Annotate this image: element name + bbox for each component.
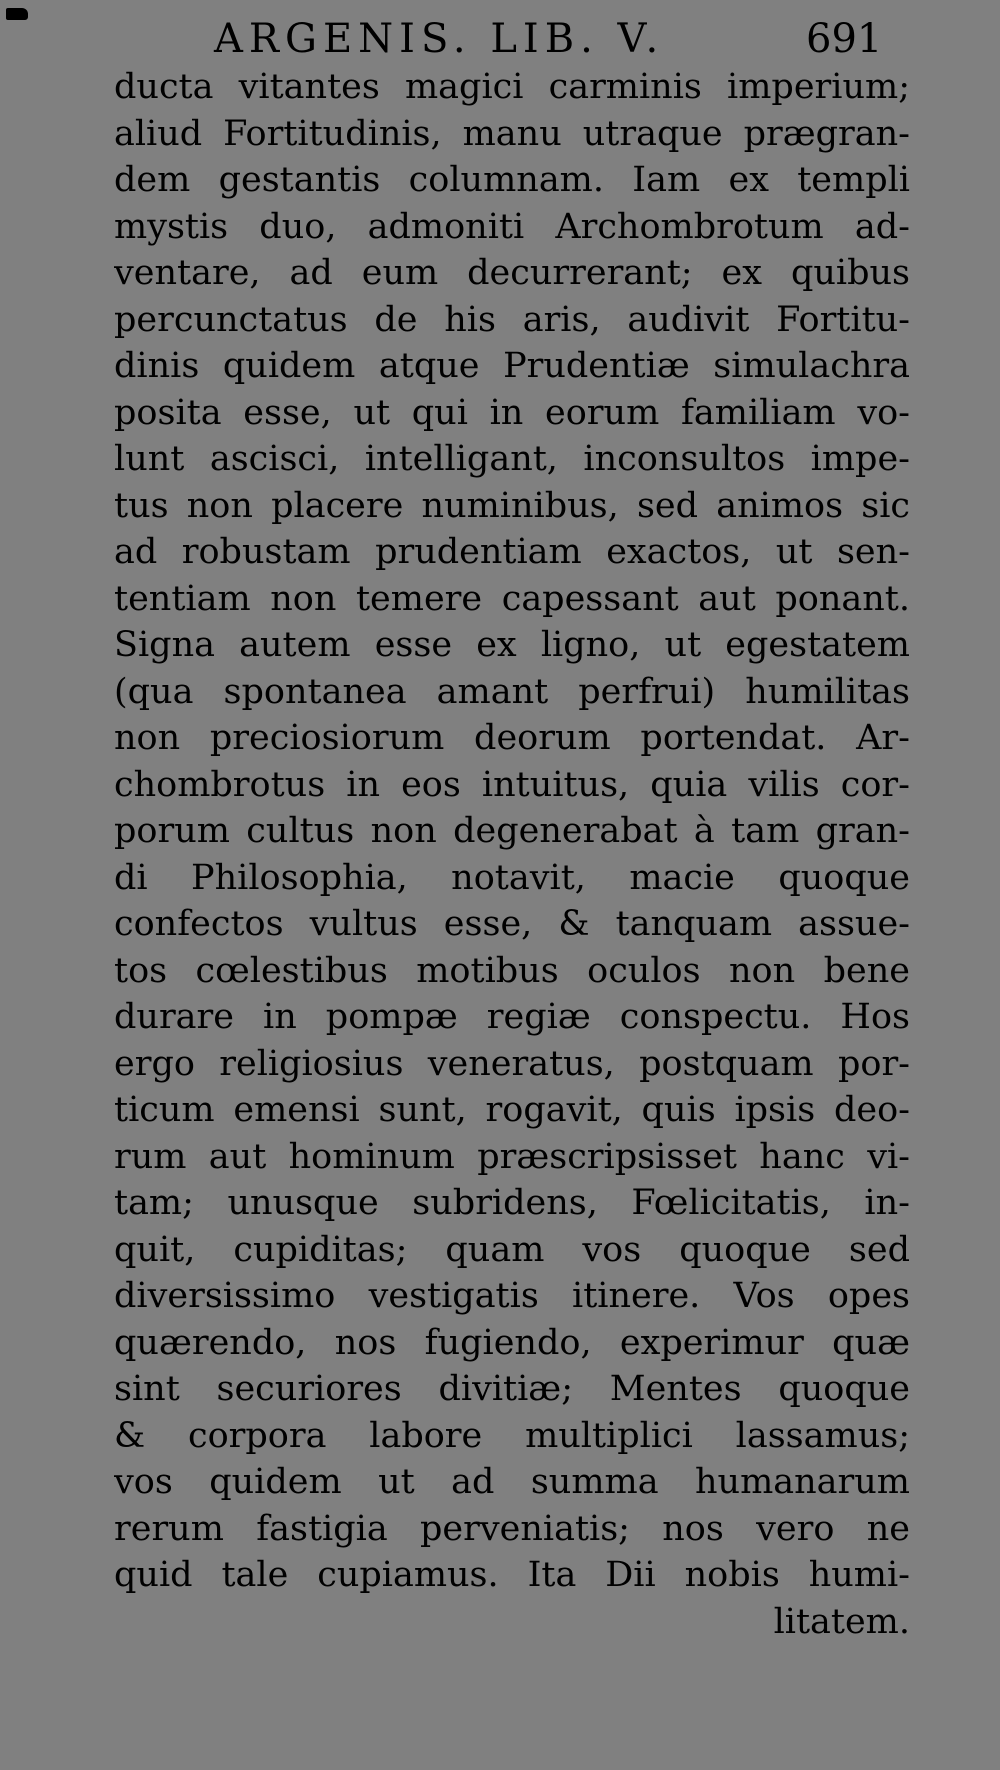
text-line: tentiam non temere capessant aut ponant. <box>114 578 910 619</box>
text-line: aliud Fortitudinis, manu utraque prægran- <box>114 113 910 154</box>
text-line: ad robustam prudentiam exactos, ut sen- <box>114 532 910 572</box>
running-head <box>0 14 1000 64</box>
text-line: (qua spontanea amant perfrui) humilitas <box>114 671 910 712</box>
text-line: Signa autem esse ex ligno, ut egestatem <box>114 625 910 665</box>
text-line: confectos vultus esse, & tanquam assue- <box>114 904 910 944</box>
text-line: diversissimo vestigatis itinere. Vos opes <box>114 1276 910 1316</box>
text-line: quid tale cupiamus. Ita Dii nobis humi- <box>114 1555 910 1595</box>
text-line: rerum fastigia perveniatis; nos vero ne <box>114 1508 910 1549</box>
text-line: quærendo, nos fugiendo, experimur quæ <box>114 1322 910 1363</box>
text-line-last: litatem. <box>773 1601 910 1642</box>
text-line: ticum emensi sunt, rogavit, quis ipsis deo- <box>114 1090 910 1130</box>
text-line: durare in pompæ regiæ conspectu. Hos <box>114 997 910 1037</box>
text-line: & corpora labore multiplici lassamus; <box>114 1415 910 1456</box>
text-line: quit, cupiditas; quam vos quoque sed <box>114 1229 910 1270</box>
text-line: chombrotus in eos intuitus, quia vilis cor- <box>114 764 910 805</box>
running-head-title: ARGENIS. LIB. V. <box>214 16 665 62</box>
text-line: porum cultus non degenerabat à tam gran- <box>114 811 910 851</box>
text-line: tus non placere numinibus, sed animos sic <box>114 485 910 526</box>
text-line: di Philosophia, notavit, macie quoque <box>114 857 910 898</box>
text-line: vos quidem ut ad summa humanarum <box>114 1462 910 1502</box>
text-line: tos cœlestibus motibus oculos non bene <box>114 950 910 991</box>
text-line: rum aut hominum præscripsisset hanc vi- <box>114 1136 910 1177</box>
text-line: dinis quidem atque Prudentiæ simulachra <box>114 346 910 386</box>
text-line: mystis duo, admoniti Archombrotum ad- <box>114 206 910 247</box>
body-text <box>114 64 910 1645</box>
text-line: posita esse, ut qui in eorum familiam vo- <box>114 392 910 433</box>
text-line: tam; unusque subridens, Fœlicitatis, in- <box>114 1183 910 1223</box>
text-line: dem gestantis columnam. Iam ex templi <box>114 160 910 200</box>
text-line: percunctatus de his aris, audivit Fortitu- <box>114 299 910 340</box>
page-number: 691 <box>806 16 883 62</box>
text-line: ergo religiosius veneratus, postquam por- <box>114 1043 910 1084</box>
text-line: sint securiores divitiæ; Mentes quoque <box>114 1369 910 1409</box>
text-line: non preciosiorum deorum portendat. Ar- <box>114 718 910 758</box>
text-line: lunt ascisci, intelligant, inconsultos impe- <box>114 439 910 479</box>
text-line: ventare, ad eum decurrerant; ex quibus <box>114 253 910 293</box>
text-line: ducta vitantes magici carminis imperium; <box>114 67 910 107</box>
